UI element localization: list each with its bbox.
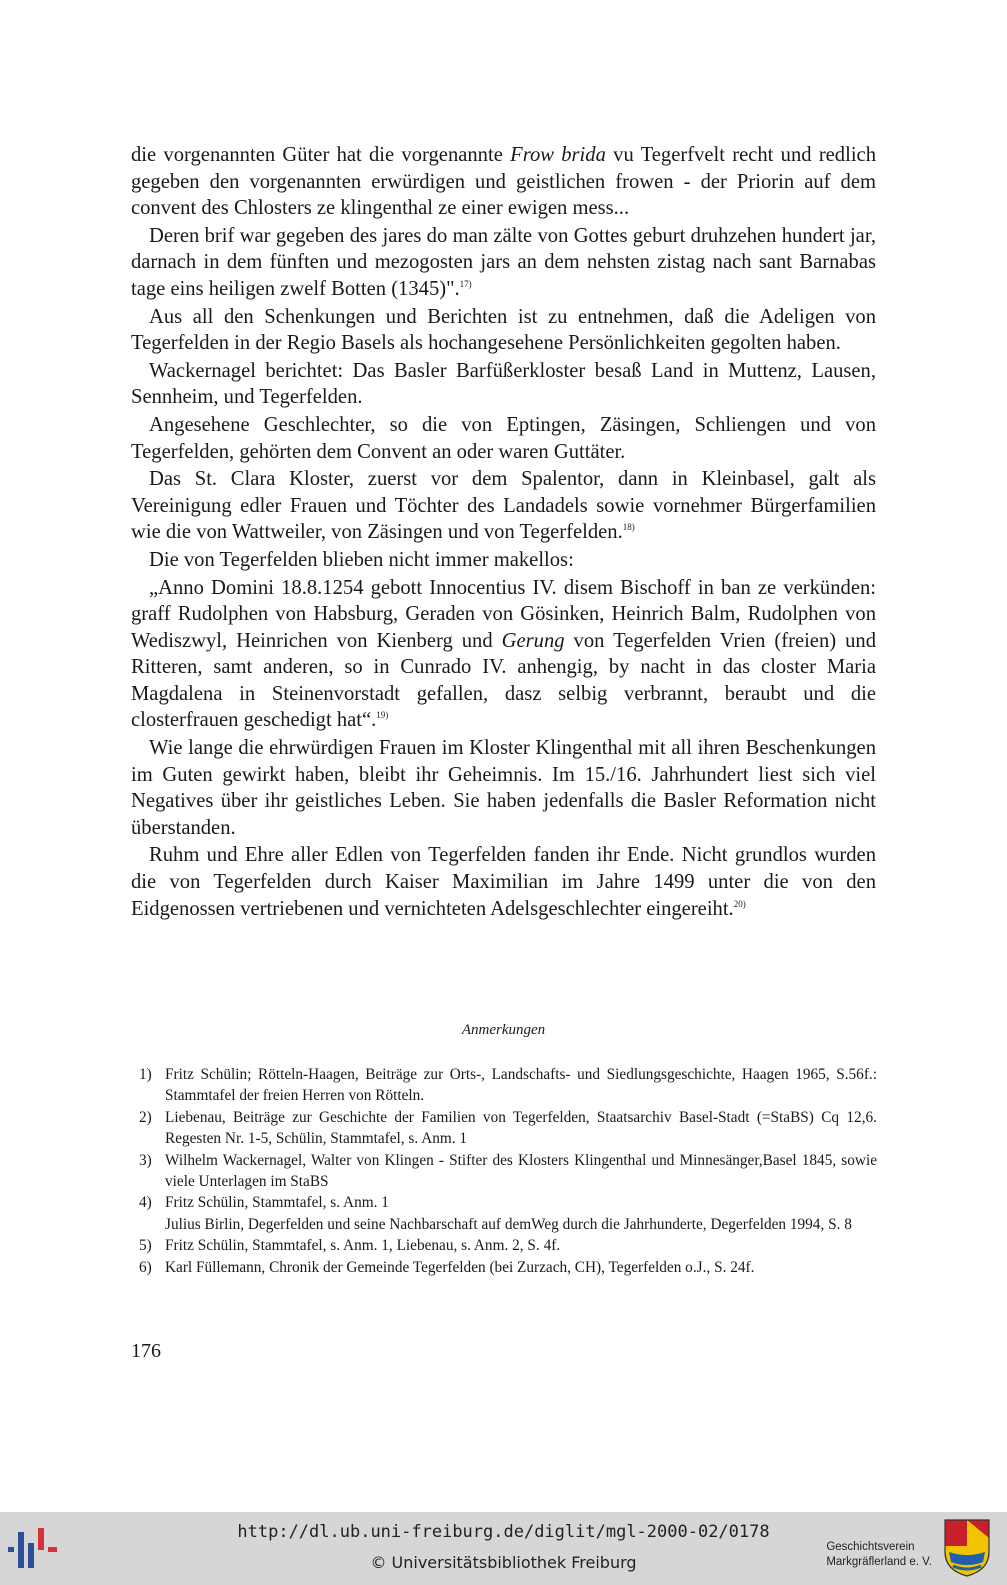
italic-name: Frow brida (510, 144, 606, 166)
notes-list (139, 1064, 877, 1278)
note-item (139, 1064, 877, 1107)
text-run: Deren brif war gegeben des jares do man zälte von Gottes geburt druhzehen hundert jar, darnach in dem fünften und mezogosten jars an dem nehsten zistag nach sant Barnabas tage eins heiligen zwelf Botten (1345)". (131, 224, 876, 300)
paragraph (131, 575, 876, 735)
note-text: Fritz Schülin; Rötteln-Haagen, Beiträge zur Orts-, Landschafts- und Siedlungsgeschichte, Haagen 1965, S.56f.: Stammtafel der freien Herren von Rötteln. (165, 1066, 877, 1105)
footnote-ref[interactable]: 19) (376, 710, 389, 721)
note-number: 1) (139, 1066, 152, 1083)
text-run: die vorgenannten Güter hat die vorgenannte (131, 144, 511, 166)
footnote-ref[interactable]: 18) (622, 522, 635, 533)
note-text: Wilhelm Wackernagel, Walter von Klingen - Stifter des Klosters Klingenthal und Minnesänger,Basel 1845, sowie viele Unterlagen im StaBS (165, 1151, 877, 1191)
paragraph (131, 466, 876, 546)
paragraph (131, 842, 876, 922)
paragraph (131, 358, 876, 411)
note-number: 6) (139, 1258, 152, 1276)
text-run: Angesehene Geschlechter, so die von Eptingen, Zäsingen, Schliengen und von Tegerfelden, gehörten dem Convent an oder waren Guttäter. (131, 413, 876, 463)
paragraph (131, 547, 876, 574)
note-item (139, 1235, 877, 1256)
society-line: Geschichtsverein (826, 1541, 915, 1553)
text-run: „Anno Domini 18.8.1254 gebott Innocentius IV. disem Bischoff in ban ze verkünden: graff Rudolphen von Habsburg, Geraden von Gösinken, Heinrich Balm, Rudolphen von Wediszwyl, Heinrichen von Kienberg und (131, 576, 876, 652)
paragraph (131, 142, 876, 222)
note-continuation: Julius Birlin, Degerfelden und seine Nachbarschaft auf demWeg durch die Jahrhunderte, Degerfelden 1994, S. 8 (165, 1215, 852, 1233)
text-run: Wackernagel berichtet: Das Basler Barfüßerkloster besaß Land in Muttenz, Lausen, Sennheim, und Tegerfelden. (131, 359, 876, 409)
permalink[interactable]: http://dl.ub.uni-freiburg.de/diglit/mgl-2000-02/0178 (237, 1522, 770, 1542)
text-run: vu Tegerfvelt recht und redlich gegeben den vorgenannten erwürdigen und geistlichen frowen - der Priorin auf dem convent des Chlosters ze klingenthal ze einer ewigen mess... (131, 144, 876, 220)
note-number: 2) (139, 1108, 152, 1126)
italic-name: Gerung (501, 629, 565, 652)
text-run: Ruhm und Ehre aller Edlen von Tegerfelden fanden ihr Ende. Nicht grundlos wurden die von Tegerfelden durch Kaiser Maximilian im Jahre 1499 unter die von den Eidgenossen vertriebenen und vernichteten Adelsgeschlechter eingereiht. (131, 844, 876, 920)
text-run: Aus all den Schenkungen und Berichten ist zu entnehmen, daß die Adeligen von Tegerfelden in der Regio Basels als hochangesehene Persönlichkeiten gegolten haben. (131, 305, 876, 355)
note-text: Liebenau, Beiträge zur Geschichte der Familien von Tegerfelden, Staatsarchiv Basel-Stadt (=StaBS) Cq 12,6. Regesten Nr. 1-5, Schülin, Stammtafel, s. Anm. 1 (165, 1108, 877, 1148)
note-number: 3) (139, 1151, 152, 1169)
text-run: Wie lange die ehrwürdigen Frauen im Kloster Klingenthal mit all ihren Beschenkungen im Guten gewirkt haben, bleibt ihr Geheimnis. Im 15./16. Jahrhundert liest sich viel Negatives über ihr geistliches Leben. Sie haben jedenfalls die Basler Reformation nicht überstanden. (131, 737, 876, 839)
paragraph (131, 735, 876, 841)
society-name (826, 1540, 932, 1570)
note-number: 5) (139, 1237, 152, 1255)
notes-heading: Anmerkungen (461, 1022, 546, 1038)
note-item (139, 1107, 877, 1150)
note-number: 4) (139, 1194, 152, 1212)
paragraph (131, 223, 876, 303)
page-number: 176 (131, 1340, 161, 1362)
footnote-ref[interactable]: 20) (733, 898, 746, 909)
note-item (139, 1257, 877, 1278)
note-text: Karl Füllemann, Chronik der Gemeinde Tegerfelden (bei Zurzach, CH), Tegerfelden o.J., S. 24f. (165, 1258, 755, 1276)
paragraph (131, 304, 876, 357)
footer-bar (0, 1512, 1007, 1585)
copyright-text: © Universitätsbibliothek Freiburg (370, 1553, 637, 1572)
society-line: Markgräflerland e. V. (826, 1556, 932, 1568)
text-run: von Tegerfelden Vrien (freien) und Ritteren, samt anderen, so in Cunrado IV. anhengig, by nacht in das closter Maria Magdalena in Steinenvorstadt gefallen, dasz selbig verbrannt, beraubt und die closterfrauen geschedigt hat“. (131, 629, 876, 732)
coat-of-arms-icon (943, 1518, 991, 1578)
main-text (131, 142, 876, 922)
text-run: Das St. Clara Kloster, zuerst vor dem Spalentor, dann in Kleinbasel, galt als Vereinigung edler Frauen und Töchter des Landadels sowie vornehmer Bürgerfamilien wie die von Wattweiler, von Zäsingen und von Tegerfelden. (131, 468, 876, 544)
text-run: Die von Tegerfelden blieben nicht immer makellos: (149, 548, 574, 571)
note-item (139, 1150, 877, 1193)
footnote-ref[interactable]: 17) (459, 278, 472, 289)
note-text: Fritz Schülin, Stammtafel, s. Anm. 1 (165, 1194, 389, 1212)
note-item (139, 1192, 877, 1213)
note-text: Fritz Schülin, Stammtafel, s. Anm. 1, Liebenau, s. Anm. 2, S. 4f. (165, 1237, 561, 1255)
paragraph (131, 412, 876, 465)
